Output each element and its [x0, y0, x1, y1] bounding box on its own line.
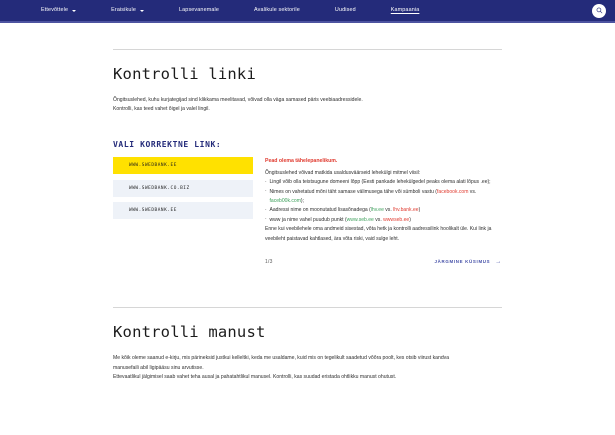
attachment-section-intro: [113, 354, 453, 383]
link-check-section: [113, 50, 502, 265]
nav-item-label: Kampaania: [390, 6, 420, 13]
top-navigation-bar: [0, 0, 615, 21]
nav-item-uudised[interactable]: [335, 8, 373, 13]
bullet-text: Nimes on vahetatud mõni täht samase välimusega tähe või sümboli vastu (: [269, 188, 437, 195]
quiz-options-list: [113, 156, 253, 225]
chevron-down-icon: [72, 10, 76, 12]
explanation-bullet: [265, 206, 502, 215]
example-link-good[interactable]: www.seb.ee: [346, 216, 374, 223]
next-question-button[interactable]: [434, 259, 502, 265]
bullet-text: Aadressi nime on moonutatud lisasõnadega (: [269, 207, 371, 214]
next-question-label: JÄRGMINE KÜSIMUS: [434, 259, 491, 265]
nav-item-ettevottele[interactable]: [41, 8, 93, 13]
bullet-text: www ja nime vahel puudub punkt (: [269, 216, 347, 223]
explanation-intro: Õngitsuslehed võivad matkida usaldusväärseid lehekülgi mitmel viisil:: [265, 169, 421, 176]
quiz-option-2[interactable]: [113, 180, 253, 197]
nav-item-avalikule-sektorile[interactable]: [254, 8, 317, 13]
link-intro-line1: Õngitsuslehed, kuhu kurjategijad sind klikkama meelitavad, võivad olla väga samased päris veebiaadressidele.: [113, 96, 363, 103]
attachment-intro-line3: Ettevaatlikul jälgimisel saab vahet teha ausal ja pahatahtlikul manusel. Kontrolli, kas suudad eristada ohtlikku manust ohutust.: [113, 374, 397, 381]
bullet-sep: vs.: [468, 188, 477, 195]
chevron-down-icon: [140, 10, 144, 12]
bullet-tail: );: [300, 198, 305, 205]
example-link-good[interactable]: lhv.ee: [370, 207, 384, 214]
link-intro-line2: Kontrolli, kas teed vahet õigel ja valel lingil.: [113, 106, 210, 113]
bullet-tail: ): [418, 207, 421, 214]
nav-item-kampaania[interactable]: [391, 8, 437, 13]
quiz-option-3[interactable]: [113, 202, 253, 219]
attachment-check-section: [113, 308, 502, 383]
quiz-explanation-panel: [265, 156, 502, 265]
quiz-option-1[interactable]: [113, 157, 253, 174]
explanation-bullet: [265, 188, 502, 207]
quiz-option-label: WWW.SWEDBANK.CO.BIZ: [129, 185, 190, 191]
quiz-option-label: WWW.SWEDBANK.EE: [129, 208, 177, 214]
nav-item-label: Ettevõttele: [41, 6, 69, 13]
example-link-bad[interactable]: lhv.bank.ee: [393, 207, 419, 214]
page-title-attachment: Kontrolli manust: [113, 322, 266, 341]
search-icon: [596, 7, 603, 14]
explanation-bullet: [265, 216, 502, 225]
quiz-heading: VALI KORREKTNE LINK:: [113, 140, 222, 150]
arrow-right-icon: →: [495, 258, 502, 265]
quiz-block: [113, 156, 502, 265]
page-title-link: Kontrolli linki: [113, 64, 256, 83]
example-link-bad[interactable]: wwwseb.ee: [383, 216, 410, 223]
search-button[interactable]: [592, 4, 606, 18]
nav-item-label: Uudised: [334, 6, 356, 13]
example-link-bad[interactable]: facebook.com: [436, 188, 469, 195]
nav-item-label: Lapsevanemale: [179, 6, 220, 13]
explanation-bullet: [265, 178, 502, 187]
bullet-text: Lingil võib olla teistsugune domeeni lõpp (Eesti pankade lehekülgedel peaks olema alati lõpus .ee);: [269, 179, 491, 186]
nav-item-eraisikule[interactable]: [111, 8, 161, 13]
bullet-tail: ): [409, 216, 411, 223]
page-content: [0, 23, 615, 384]
bullet-sep: vs.: [383, 207, 394, 214]
nav-items: [41, 8, 454, 13]
attachment-intro-line2: manusefaili abil ligipääsu sinu arvutisse.: [113, 364, 204, 371]
example-link-good[interactable]: faceb00k.com: [269, 198, 301, 205]
explanation-headline: Pead olema tähelepanelikum.: [265, 158, 338, 165]
quiz-progress-count: 1/3: [265, 258, 273, 265]
explanation-bullet-list: [265, 178, 502, 225]
attachment-intro-line1: Me kõik oleme saanud e-kirju, mis pärineksid justkui kelleltki, keda me usaldame, kuid mis on tegelikult saadetud võõra poolt, kes otsib viirust kandva: [113, 354, 450, 361]
bullet-sep: vs.: [373, 216, 384, 223]
nav-item-lapsevanemale[interactable]: [179, 8, 236, 13]
quiz-pager: [265, 259, 502, 265]
explanation-tail: Enne kui veebilehele oma andmeid sisestad, võta hetk ja kontrolli aadressilink hoolikalt üle. Kui link ja veebileht paistavad kahtlased, ära võta riski, vaid sulge leht.: [265, 226, 492, 242]
nav-item-label: Avalikule sektorile: [254, 6, 300, 13]
quiz-option-label: WWW.SWEDBANK.EE: [129, 163, 177, 169]
link-section-intro: [113, 96, 443, 116]
nav-item-label: Eraisikule: [111, 6, 136, 13]
